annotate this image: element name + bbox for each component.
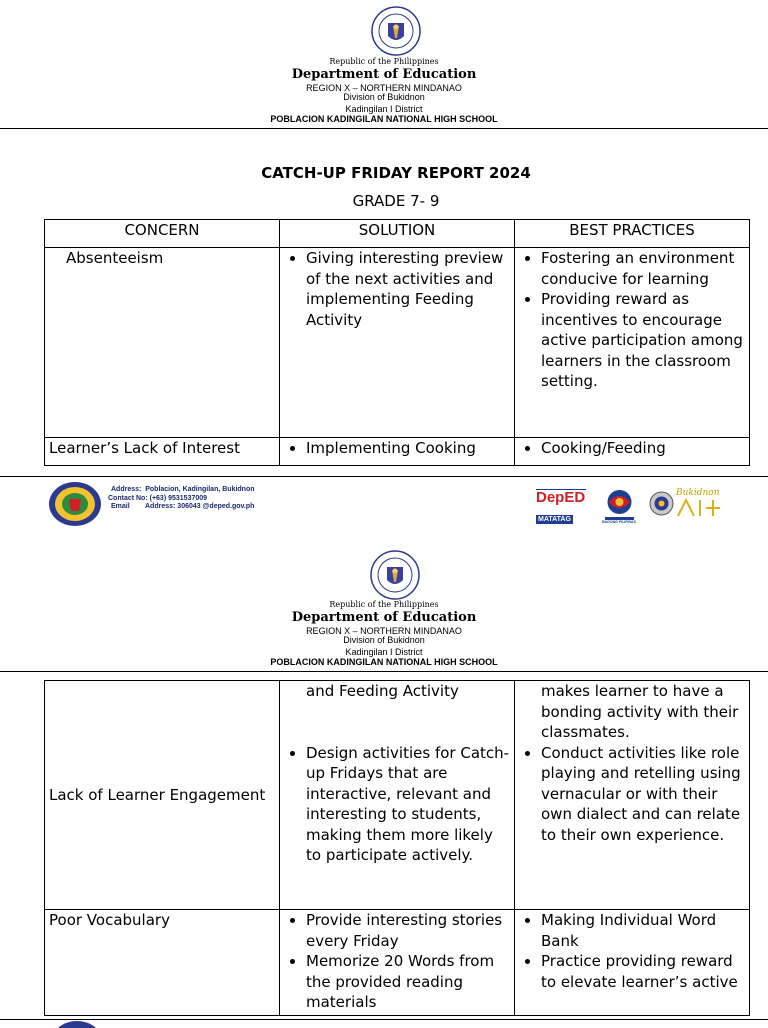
district-label: Kadingilan I District <box>345 104 423 114</box>
practice-item: • Practice providing reward to elevate learner’s active <box>541 951 745 992</box>
matatag-logo-text: MATATAG <box>538 516 571 523</box>
solution-cell <box>280 248 515 438</box>
column-header-best-practices: BEST PRACTICES <box>515 220 750 248</box>
division-label: Division of Bukidnon <box>343 92 425 102</box>
practice-item: • Conduct activities like role playing and retelling using vernacular or with their own dialect and can relate to their own experience. <box>541 743 745 846</box>
solution-item: • Provide interesting stories every Friday <box>306 910 510 951</box>
column-header-solution: SOLUTION <box>280 220 515 248</box>
district-label: Kadingilan I District <box>345 647 423 657</box>
solution-continuation: and Feeding Activity <box>306 682 459 700</box>
bukidnon-logo-text: Bukidnon <box>676 488 720 498</box>
header-divider <box>0 671 768 672</box>
table-row <box>45 248 750 438</box>
republic-label: Republic of the Philippines <box>329 57 439 66</box>
solution-cell <box>280 910 515 1016</box>
email-address-label: Address: <box>145 503 176 510</box>
practices-cell <box>515 438 750 466</box>
concern-cell: Poor Vocabulary <box>45 910 280 1016</box>
footer-divider <box>0 476 768 477</box>
catch-up-table-page1 <box>44 219 750 466</box>
practice-item: • Providing reward as incentives to encourage active participation among learners in the classroom setting. <box>541 289 745 392</box>
concern-cell: Lack of Learner Engagement <box>45 681 280 910</box>
department-title: Department of Education <box>291 610 477 625</box>
solution-cell <box>280 681 515 910</box>
deped-logo-text: DepED <box>536 489 586 506</box>
footer-divider <box>0 1019 768 1020</box>
concern-cell: Learner’s Lack of Interest <box>45 438 280 466</box>
report-grade: GRADE 7- 9 <box>352 192 440 210</box>
table-row <box>45 910 750 1016</box>
practices-cell <box>515 910 750 1016</box>
republic-label: Republic of the Philippines <box>329 600 439 609</box>
solution-item: • Giving interesting preview of the next activities and implementing Feeding Activity <box>306 248 510 330</box>
email-value: 306043 @deped.gov.ph <box>177 503 255 510</box>
department-title: Department of Education <box>291 67 477 82</box>
address-label: Address: <box>111 486 142 493</box>
catch-up-table-page2 <box>44 680 750 1016</box>
table-header-row <box>45 220 750 248</box>
report-title: CATCH-UP FRIDAY REPORT 2024 <box>261 164 531 182</box>
contact-value: (+63) 9531537009 <box>149 494 208 502</box>
address-value: Poblacion, Kadingilan, Bukidnon <box>145 486 255 493</box>
school-name: POBLACION KADINGILAN NATIONAL HIGH SCHOOL <box>270 114 498 124</box>
contact-label: Contact No: <box>108 494 148 502</box>
table-row <box>45 681 750 910</box>
practice-item: • Cooking/Feeding <box>541 438 745 459</box>
region-label: REGION X – NORTHERN MINDANAO <box>306 626 462 636</box>
deped-seal-icon <box>370 550 420 600</box>
school-logo-icon <box>48 481 102 527</box>
division-label: Division of Bukidnon <box>343 635 425 645</box>
deped-seal-icon <box>371 6 421 56</box>
footer-contact-block <box>108 486 255 512</box>
practices-cell <box>515 681 750 910</box>
concern-cell: Absenteeism <box>45 248 280 438</box>
practice-item: • Making Individual Word Bank <box>541 910 745 951</box>
practices-cell <box>515 248 750 438</box>
bukidnon-mark-icon <box>676 498 722 518</box>
region-label: REGION X – NORTHERN MINDANAO <box>306 83 462 93</box>
table-row <box>45 438 750 466</box>
division-seal-icon <box>649 491 674 516</box>
school-name: POBLACION KADINGILAN NATIONAL HIGH SCHOOL <box>270 657 498 667</box>
practice-item: • Fostering an environment conducive for learning <box>541 248 745 289</box>
solution-item: • Implementing Cooking <box>306 438 510 459</box>
deped-matatag-logo <box>536 489 586 525</box>
solution-cell <box>280 438 515 466</box>
practices-continuation: makes learner to have a bonding activity with their classmates. <box>541 682 739 741</box>
solution-item: • Design activities for Catch-up Fridays that are interactive, relevant and interesting to students, making them more likely to participate actively. <box>306 743 510 866</box>
solution-item: • Memorize 20 Words from the provided reading materials <box>306 951 510 1013</box>
email-label: Email <box>111 503 130 510</box>
column-header-concern: CONCERN <box>45 220 280 248</box>
school-logo-icon <box>50 1020 104 1028</box>
bagong-pilipinas-text: BAGONG PILIPINAS <box>602 520 636 524</box>
header-divider <box>0 128 768 129</box>
